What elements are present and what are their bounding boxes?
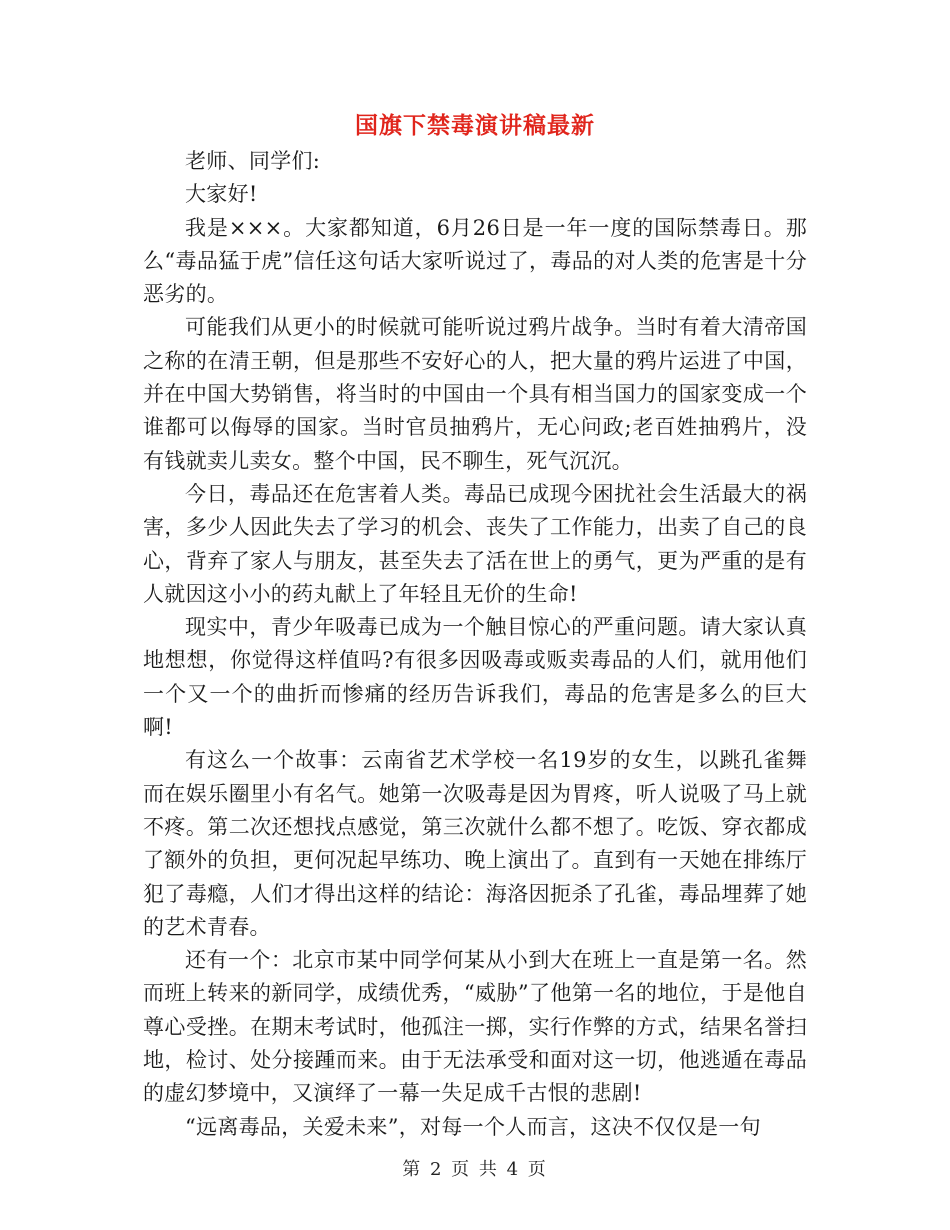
- document-title: 国旗下禁毒演讲稿最新: [355, 113, 595, 139]
- paragraph-greeting: 大家好!: [185, 182, 258, 207]
- paragraph-today: 今日，毒品还在危害着人类。毒品已成现今困扰社会生活最大的祸害，多少人因此失去了学习的机会、丧失了工作能力，出卖了自己的良心，背弃了家人与朋友，甚至失去了活在世上的勇气，更为严重的是有人就因这小小的药丸献上了年轻且无价的生命!: [143, 481, 807, 606]
- paragraph-story-peacock: 有这么一个故事：云南省艺术学校一名19岁的女生，以跳孔雀舞而在娱乐圈里小有名气。她第一次吸毒是因为胃疼，听人说吸了马上就不疼。第二次还想找点感觉，第三次就什么都不想了。吃饭、穿衣都成了额外的负担，更何况起早练功、晚上演出了。直到有一天她在排练厅犯了毒瘾，人们才得出这样的结论：海洛因扼杀了孔雀，毒品埋葬了她的艺术青春。: [143, 748, 807, 939]
- page-number-footer: 第 2 页 共 4 页: [402, 1159, 548, 1180]
- paragraph-story-beijing: 还有一个：北京市某中同学何某从小到大在班上一直是第一名。然而班上转来的新同学，成绩优秀，“威胁”了他第一名的地位，于是他自尊心受挫。在期末考试时，他孤注一掷，实行作弊的方式，结果名誉扫地，检讨、处分接踵而来。由于无法承受和面对这一切，他逃遁在毒品的虚幻梦境中，又演绎了一幕一失足成千古恨的悲剧!: [143, 948, 807, 1106]
- paragraph-intro: 我是×××。大家都知道，6月26日是一年一度的国际禁毒日。那么“毒品猛于虎”信任这句话大家听说过了，毒品的对人类的危害是十分恶劣的。: [143, 215, 807, 307]
- paragraph-salutation: 老师、同学们:: [185, 149, 321, 173]
- paragraph-youth: 现实中，青少年吸毒已成为一个触目惊心的严重问题。请大家认真地想想，你觉得这样值吗?有很多因吸毒或贩卖毒品的人们，就用他们一个又一个的曲折而惨痛的经历告诉我们，毒品的危害是多么的巨大啊!: [143, 615, 807, 740]
- paragraph-opium-war: 可能我们从更小的时候就可能听说过鸦片战争。当时有着大清帝国之称的在清王朝，但是那些不安好心的人，把大量的鸦片运进了中国，并在中国大势销售，将当时的中国由一个具有相当国力的国家变成一个谁都可以侮辱的国家。当时官员抽鸦片，无心问政;老百姓抽鸦片，没有钱就卖儿卖女。整个中国，民不聊生，死气沉沉。: [143, 315, 807, 473]
- paragraph-closing: “远离毒品，关爱未来”，对每一个人而言，这决不仅仅是一句: [185, 1114, 761, 1139]
- document-body: [143, 145, 807, 1144]
